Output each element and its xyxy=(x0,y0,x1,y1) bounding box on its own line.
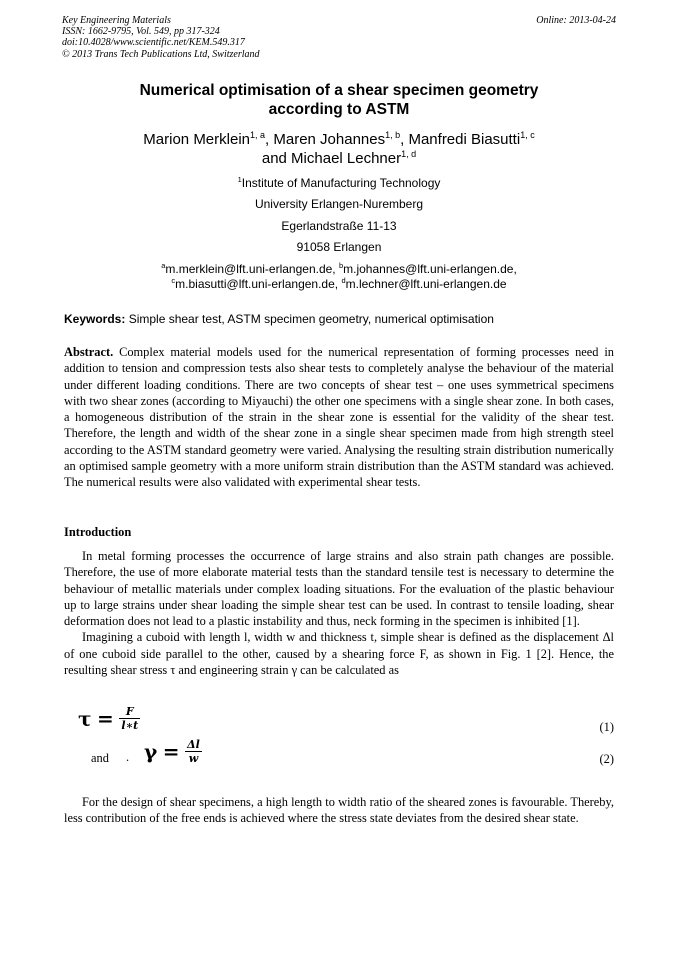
title-line-2: according to ASTM xyxy=(268,100,410,118)
eq1-denominator: l∗t xyxy=(121,719,139,732)
equation-2-number: (2) xyxy=(599,752,614,766)
issn-line: ISSN: 1662-9795, Vol. 549, pp 317-324 xyxy=(62,26,220,38)
equation-1 xyxy=(78,705,140,732)
title-line-1: Numerical optimisation of a shear specimen geometry xyxy=(139,82,539,99)
email-mark: c xyxy=(171,275,176,285)
author-separator: , xyxy=(265,131,274,148)
equation-2 xyxy=(144,738,202,765)
author-affiliation-mark: 1, c xyxy=(520,130,535,140)
eq2-fraction xyxy=(185,738,202,765)
affiliation-street: Egerlandstraße 11-13 xyxy=(281,219,397,233)
email-separator: , xyxy=(334,276,342,291)
keywords-label: Keywords: xyxy=(64,312,126,326)
eq1-numerator: F xyxy=(119,705,140,719)
eq2-numerator: Δl xyxy=(187,738,200,751)
author-name: Marion Merklein xyxy=(143,131,250,148)
email-address: m.johannes@lft.uni-erlangen.de xyxy=(343,262,514,276)
journal-header xyxy=(62,15,616,60)
eq2-denominator: w xyxy=(188,752,199,765)
author-name: Manfredi Biasutti xyxy=(408,131,521,148)
author-name: and Michael Lechner xyxy=(261,149,402,167)
email-mark: d xyxy=(341,275,346,285)
email-address: m.merklein@lft.uni-erlangen.de xyxy=(165,262,333,276)
eq1-equals: = xyxy=(97,706,114,731)
eq2-lhs: γ xyxy=(144,739,158,764)
abstract xyxy=(64,344,614,491)
eq2-equals: = xyxy=(162,739,180,764)
email-separator: , xyxy=(332,262,339,276)
email-line-2 xyxy=(64,277,614,292)
affiliation-institute xyxy=(64,176,614,190)
eq1-fraction xyxy=(119,705,140,732)
intro-paragraph-3-container xyxy=(64,794,614,827)
section-heading-introduction: Introduction xyxy=(64,525,132,539)
institute-name: Institute of Manufacturing Technology xyxy=(241,176,441,190)
equation-1-number: (1) xyxy=(599,720,614,734)
author-line-2 xyxy=(64,150,614,169)
eq1-lhs: τ xyxy=(78,706,92,731)
paper-title xyxy=(64,82,614,119)
author-affiliation-mark: 1, a xyxy=(250,130,266,140)
email-separator: , xyxy=(513,262,517,276)
copyright-line: © 2013 Trans Tech Publications Ltd, Switzerland xyxy=(62,48,260,60)
email-address: m.lechner@lft.uni-erlangen.de xyxy=(345,276,507,291)
author-name: Maren Johannes xyxy=(273,131,386,148)
keywords xyxy=(64,312,616,326)
affiliation-university: University Erlangen-Nuremberg xyxy=(254,197,424,211)
keywords-text: Simple shear test, ASTM specimen geometry, numerical optimisation xyxy=(125,312,494,326)
intro-paragraph-3: For the design of shear specimens, a high length to width ratio of the sheared zones is favourable. Thereby, less contribution of the free ends is achieved where the stress state deviates from the desired shear state. xyxy=(64,795,614,826)
author-line-1 xyxy=(64,131,614,150)
author-affiliation-mark: 1, d xyxy=(401,148,417,159)
intro-paragraph-2: Imagining a cuboid with length l, width w and thickness t, simple shear is defined as the displacement Δl of one cuboid side parallel to the other, caused by a shearing force F, as shown in Fig. 1 [2]. Hence, the resulting shear stress τ and engineering strain γ can be calculated as xyxy=(64,630,614,678)
email-address: m.biasutti@lft.uni-erlangen.de xyxy=(175,276,335,291)
email-list xyxy=(64,262,614,291)
journal-name: Key Engineering Materials xyxy=(62,15,171,26)
author-affiliation-mark: 1, b xyxy=(385,130,401,140)
affiliation-city: 91058 Erlangen xyxy=(296,240,382,254)
eq2-dot: . xyxy=(126,750,130,764)
eq2-prefix: and xyxy=(91,751,109,765)
email-mark: a xyxy=(161,261,166,270)
online-date: Online: 2013-04-24 xyxy=(536,15,616,26)
author-separator: , xyxy=(400,131,409,148)
email-mark: b xyxy=(338,261,344,270)
affiliation-mark: 1 xyxy=(237,175,242,184)
introduction-body xyxy=(64,548,614,678)
intro-paragraph-1: In metal forming processes the occurrence of large strains and also strain path changes are possible. Therefore, the use of more elaborate material tests than the standard tensile test is necessary to determine the behaviour of metallic materials under complex loading situations. For the evaluation of the plastic behaviour up to large strains under shear loading the simple shear test can be used. In contrast to tensile loading, shear deformation does not lead to a plastic instability and thus, neck forming in the specimen is inhibited [1]. xyxy=(64,549,614,629)
abstract-label: Abstract. xyxy=(64,345,114,359)
doi-line: doi:10.4028/www.scientific.net/KEM.549.317 xyxy=(62,37,245,49)
email-line-1 xyxy=(64,262,614,277)
abstract-text: Complex material models used for the numerical representation of forming processes need in addition to tension and compression tests also shear tests to completely analyse the behaviour of the material under different loading conditions. There are two concepts of shear test – one uses symmetrical specimens with two shear zones (according to Miyauchi) the other one specimens with a single shear zone. In both cases, a homogeneous distribution of the strain in the shear zone is essential for the validity of the shear test. Therefore, the length and width of the shear zone in a single shear specimen made from high strength steel according to the ASTM standard geometry were varied. Analysing the resulting strain distribution numerically an optimised sample geometry with a more uniform strain distribution than the ASTM standard was achieved. The numerical results were also validated with experimental shear tests. xyxy=(64,345,614,490)
author-list xyxy=(64,131,614,168)
